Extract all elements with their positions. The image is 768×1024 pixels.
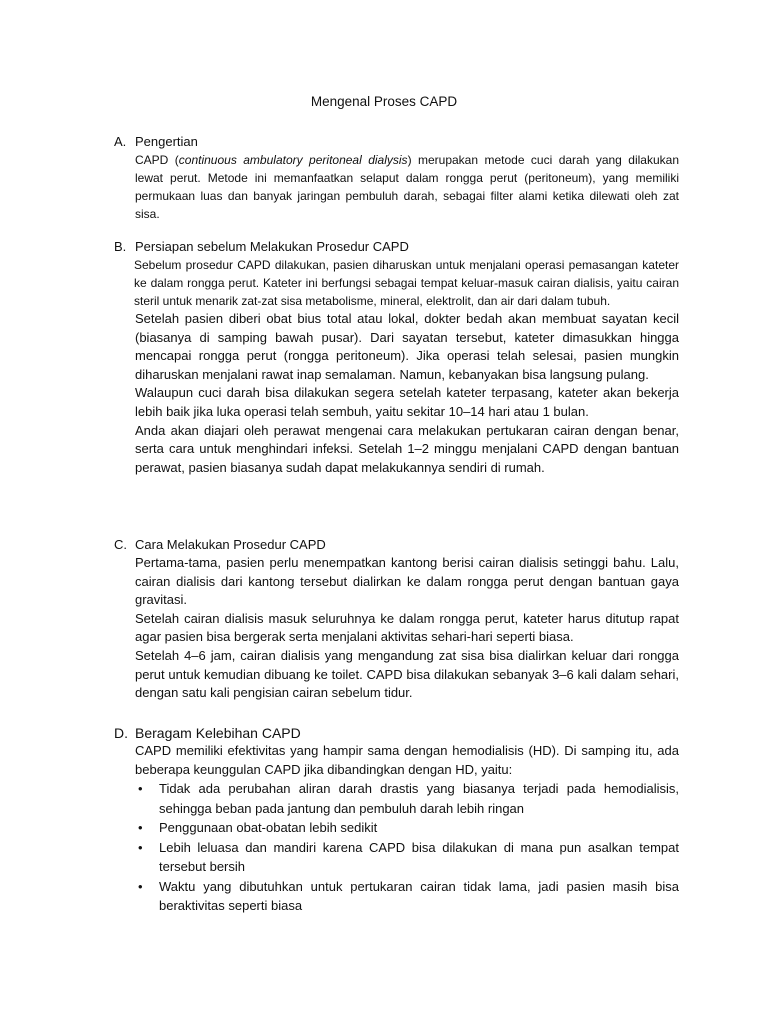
section-title: Persiapan sebelum Melakukan Prosedur CAPD bbox=[135, 239, 409, 254]
bullet-icon: • bbox=[138, 781, 143, 797]
bullet-icon: • bbox=[138, 878, 143, 894]
bullet-list bbox=[114, 779, 679, 916]
paragraph: Setelah cairan dialisis masuk seluruhnya ke dalam rongga perut, kateter harus ditutup rapat agar pasien bisa bergerak serta menjalani aktivitas sehari-hari seperti biasa. bbox=[135, 610, 679, 645]
paragraph: Setelah pasien diberi obat bius total atau lokal, dokter bedah akan membuat sayatan kecil (biasanya di samping bawah pusar). Dari sayatan tersebut, kateter dimasukkan hingga mencapai rongga perut (rongga peritoneum). Jika operasi telah selesai, pasien mungkin diharuskan menjalani rawat inap semalaman. Namun, kebanyakan bisa langsung pulang. bbox=[135, 311, 679, 382]
section-heading bbox=[114, 133, 679, 151]
list-item bbox=[135, 779, 679, 818]
section-title: Pengertian bbox=[135, 134, 198, 149]
bullet-icon: • bbox=[138, 839, 143, 855]
paragraph: Setelah 4–6 jam, cairan dialisis yang mengandung zat sisa bisa dialirkan keluar dari rongga perut untuk kemudian dibuang ke toilet. CAPD bisa dilakukan sebanyak 3–6 kali dalam sehari, dengan satu kali pengisian cairan sebelum tidur. bbox=[135, 647, 679, 701]
section-letter: D. bbox=[114, 725, 128, 741]
paragraph-text: CAPD ( bbox=[135, 153, 179, 167]
section-letter: B. bbox=[114, 239, 127, 254]
paragraph: CAPD memiliki efektivitas yang hampir sama dengan hemodialisis (HD). Di samping itu, ada beberapa keunggulan CAPD jika dibandingkan dengan HD, yaitu: bbox=[135, 743, 679, 777]
paragraph: Sebelum prosedur CAPD dilakukan, pasien diharuskan untuk menjalani operasi pemasangan kateter ke dalam rongga perut. Kateter ini berfungsi sebagai tempat keluar-masuk cairan dialisis, yaitu cairan steril untuk menarik zat-zat sisa metabolisme, mineral, elektrolit, dan air dari dalam tubuh. bbox=[134, 258, 679, 308]
section-heading bbox=[114, 536, 679, 554]
section-persiapan bbox=[114, 238, 679, 477]
paragraph: Anda akan diajari oleh perawat mengenai cara melakukan pertukaran cairan dengan benar, serta cara untuk menghindari infeksi. Setelah 1–2 minggu menjalani CAPD dengan bantuan perawat, pasien biasanya sudah dapat melakukannya sendiri di rumah. bbox=[135, 422, 679, 475]
paragraph: Pertama-tama, pasien perlu menempatkan kantong berisi cairan dialisis setinggi bahu. Lalu, cairan dialisis dari kantong tersebut dialirkan ke dalam rongga perut dengan bantuan gaya gravitasi. bbox=[135, 555, 679, 608]
paragraph-text: ) merupakan metode cuci darah yang dilakukan lewat perut. Metode ini memanfaatkan selaput dalam rongga perut (peritoneum), yang memiliki permukaan luas dan banyak jaringan pembuluh darah, sebagai filter alami ketika dilewati oleh zat sisa. bbox=[135, 153, 679, 221]
italic-term: continuous ambulatory peritoneal dialysis bbox=[178, 153, 408, 167]
list-item bbox=[135, 838, 679, 877]
section-kelebihan bbox=[114, 724, 679, 916]
list-item-text: Tidak ada perubahan aliran darah drastis yang biasanya terjadi pada hemodialisis, sehingga beban pada jantung dan pembuluh darah lebih ringan bbox=[159, 781, 679, 816]
list-item bbox=[135, 877, 679, 916]
paragraph bbox=[135, 151, 679, 223]
bullet-icon: • bbox=[138, 820, 143, 836]
list-item-text: Waktu yang dibutuhkan untuk pertukaran cairan tidak lama, jadi pasien masih bisa beraktivitas seperti biasa bbox=[159, 878, 679, 914]
list-item-text: Penggunaan obat-obatan lebih sedikit bbox=[159, 820, 378, 836]
list-item-text: Lebih leluasa dan mandiri karena CAPD bisa dilakukan di mana pun asalkan tempat tersebut bersih bbox=[159, 839, 679, 875]
section-title: Cara Melakukan Prosedur CAPD bbox=[135, 537, 326, 552]
section-heading bbox=[114, 724, 679, 742]
list-item bbox=[135, 818, 679, 838]
section-letter: C. bbox=[114, 537, 127, 552]
section-letter: A. bbox=[114, 134, 127, 149]
document-title: Mengenal Proses CAPD bbox=[310, 94, 458, 109]
paragraph: Walaupun cuci darah bisa dilakukan segera setelah kateter terpasang, kateter akan bekerja lebih baik jika luka operasi telah sembuh, yaitu sekitar 10–14 hari atau 1 bulan. bbox=[135, 385, 679, 419]
section-pengertian bbox=[114, 133, 679, 223]
section-heading bbox=[114, 238, 679, 256]
section-title: Beragam Kelebihan CAPD bbox=[135, 725, 301, 741]
section-cara-melakukan bbox=[114, 536, 679, 703]
